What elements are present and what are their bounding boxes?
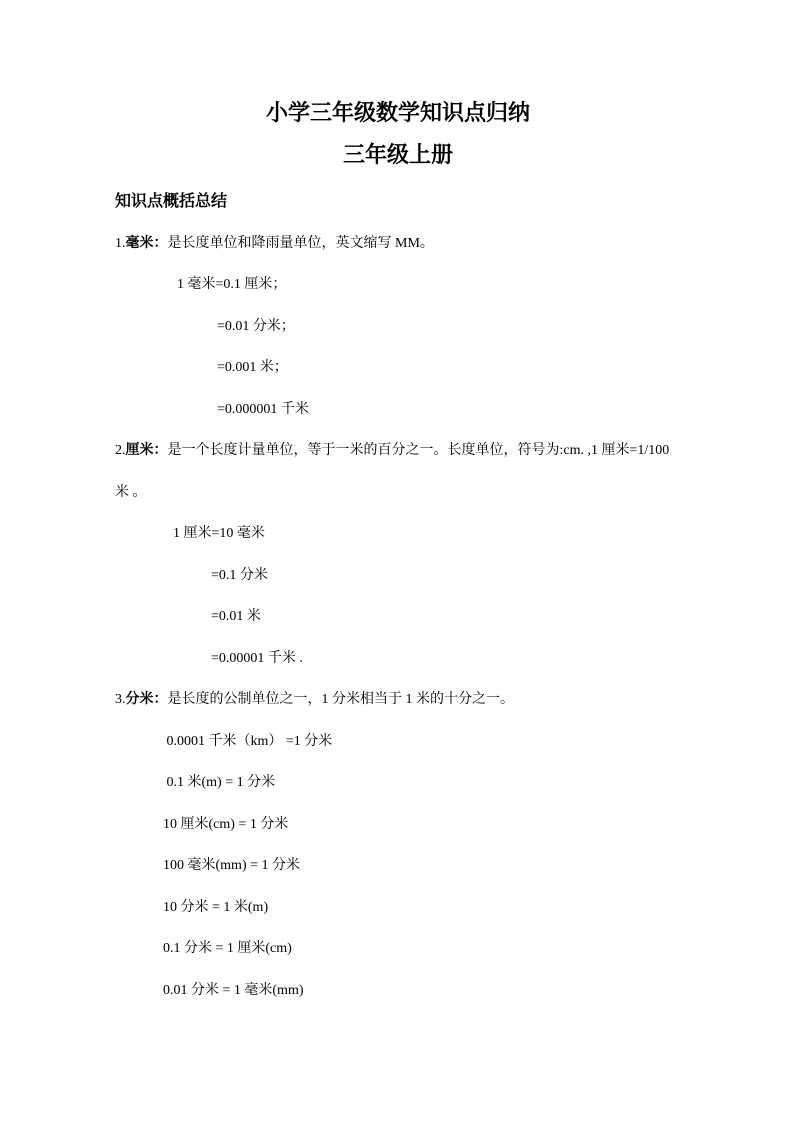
- item-number: 1.: [115, 235, 126, 251]
- conversion-line: =0.01 米: [211, 609, 261, 624]
- knowledge-point-section: [115, 430, 681, 679]
- section-heading: 知识点概括总结: [115, 193, 228, 210]
- term-name: 分米：: [125, 692, 168, 707]
- term-definition-line: [115, 679, 681, 721]
- conversion-lines: [115, 513, 681, 679]
- term-name: 厘米：: [125, 443, 168, 458]
- conversion-line: 0.0001 千米（km） =1 分米: [163, 733, 333, 749]
- item-number: 2.: [115, 443, 126, 458]
- conversion-line: 0.1 米(m) = 1 分米: [163, 775, 276, 790]
- conversion-line: =0.000001 千米: [217, 401, 309, 417]
- conversion-lines: [115, 721, 681, 1012]
- item-number: 3.: [115, 692, 126, 707]
- conversion-line: 1 毫米=0.1 厘米；: [177, 277, 287, 292]
- knowledge-point-section: [115, 679, 681, 1011]
- term-colon: ：: [153, 692, 168, 707]
- conversion-line: 1 厘米=10 毫米: [173, 526, 265, 541]
- conversion-line: =0.01 分米；: [217, 318, 295, 334]
- term-colon: ：: [153, 443, 168, 458]
- term-definition-line: [115, 223, 681, 265]
- knowledge-point-section: [115, 223, 681, 431]
- conversion-line: =0.00001 千米 .: [211, 650, 303, 666]
- conversion-line: 0.01 分米 = 1 毫米(mm): [163, 982, 304, 998]
- conversion-line: 10 厘米(cm) = 1 分米: [163, 816, 289, 832]
- definition-continuation: 米 。: [115, 484, 147, 500]
- conversion-lines: [115, 264, 681, 430]
- term-definition-line: [115, 430, 681, 472]
- definition-text: 是长度单位和降雨量单位，英文缩写 MM。: [167, 235, 434, 251]
- definition-text: 是长度的公制单位之一，1 分米相当于 1 米的十分之一。: [167, 692, 514, 707]
- conversion-line: 10 分米 = 1 米(m): [163, 899, 269, 915]
- definition-text: 是一个长度计量单位，等于一米的百分之一。长度单位，符号为:cm. ,1 厘米=1/100: [167, 443, 670, 458]
- conversion-line: 100 毫米(mm) = 1 分米: [163, 858, 300, 873]
- conversion-line: =0.1 分米: [211, 567, 268, 583]
- knowledge-points-list: [115, 223, 681, 1012]
- document-title: 小学三年级数学知识点归纳: [265, 100, 530, 125]
- document-subtitle: 三年级上册: [342, 142, 453, 167]
- conversion-line: =0.001 米；: [217, 360, 288, 375]
- conversion-line: 0.1 分米 = 1 厘米(cm): [163, 941, 292, 956]
- term-name: 毫米：: [125, 235, 168, 251]
- term-colon: ：: [153, 235, 168, 251]
